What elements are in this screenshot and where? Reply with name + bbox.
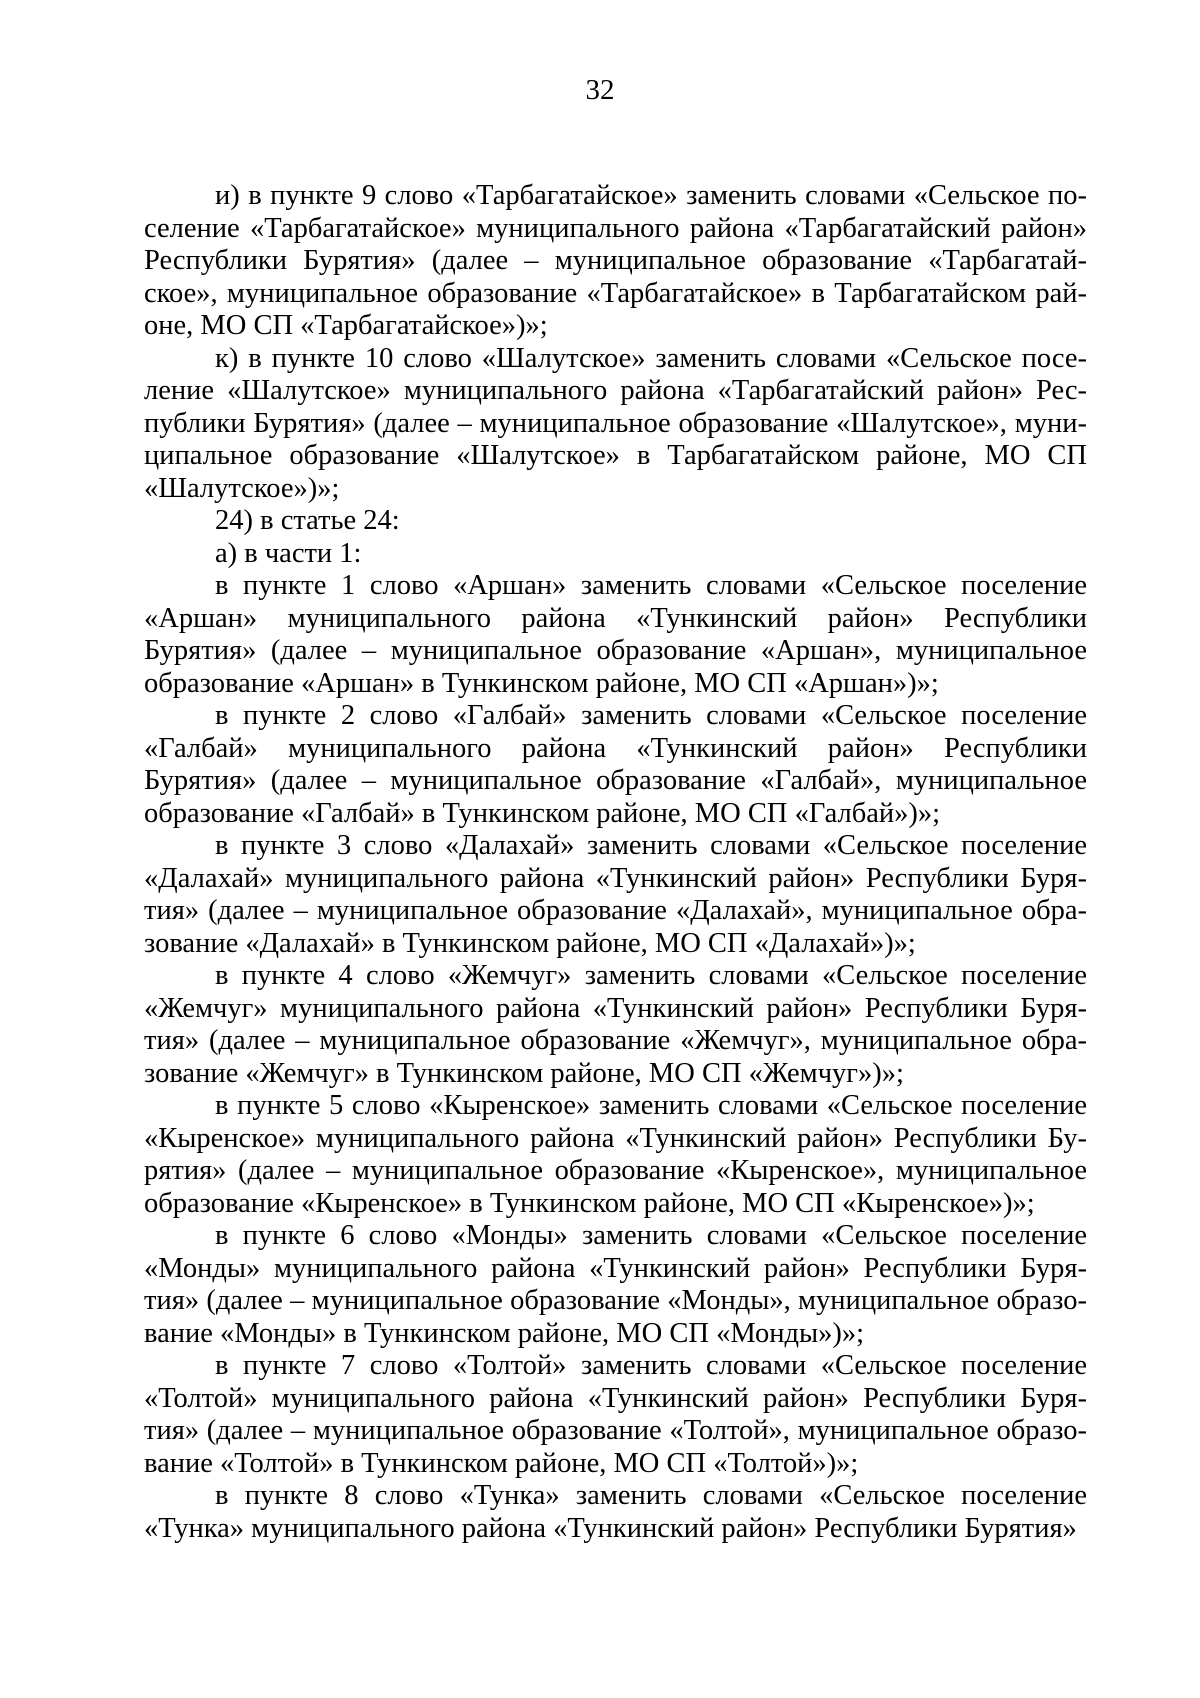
- paragraph-point-1: в пункте 1 слово «Аршан» заменить словами «Сельское поселение «Аршан» муниципального района «Тункинский район» Республики Бурятия» (далее – муниципальное образование «Аршан», муниципальное образование «Аршан» в Тункинском районе, МО СП «Аршан»)»;: [144, 570, 1087, 699]
- paragraph-point-2: в пункте 2 слово «Галбай» заменить словами «Сельское поселение «Галбай» муниципального района «Тункинский район» Республики Бурятия» (далее – муниципальное образование «Галбай», муниципальное образование «Галбай» в Тункинском районе, МО СП «Галбай»)»;: [144, 700, 1087, 829]
- paragraph-point-6: в пункте 6 слово «Монды» заменить словами «Сельское поселение «Монды» муниципального района «Тункинский район» Республики Бурятия» (далее – муниципальное образование «Монды», муниципальное образование «Монды» в Тункинском районе, МО СП «Монды»)»;: [144, 1220, 1087, 1349]
- paragraph-item-i: и) в пункте 9 слово «Тарбагатайское» заменить словами «Сельское поселение «Тарбагатайское» муниципального района «Тарбагатайский район» Республики Бурятия» (далее – муниципальное образование «Тарбагатайское», муниципальное образование «Тарбагатайское» в Тарбагатайском районе, МО СП «Тарбагатайское»)»;: [144, 180, 1087, 341]
- paragraph-point-7: в пункте 7 слово «Толтой» заменить словами «Сельское поселение «Толтой» муниципального района «Тункинский район» Республики Бурятия» (далее – муниципальное образование «Толтой», муниципальное образование «Толтой» в Тункинском районе, МО СП «Толтой»)»;: [144, 1350, 1087, 1479]
- paragraph-point-8: в пункте 8 слово «Тунка» заменить словами «Сельское поселение «Тунка» муниципального района «Тункинский район» Республики Бурятия»: [144, 1480, 1087, 1544]
- page-number: 32: [585, 74, 615, 106]
- paragraph-part-1: а) в части 1:: [215, 537, 362, 569]
- paragraph-item-k: к) в пункте 10 слово «Шалутское» заменить словами «Сельское поселение «Шалутское» муниципального района «Тарбагатайский район» Республики Бурятия» (далее – муниципальное образование «Шалутское», муниципальное образование «Шалутское» в Тарбагатайском районе, МО СП «Шалутское»)»;: [144, 342, 1087, 504]
- paragraph-point-3: в пункте 3 слово «Далахай» заменить словами «Сельское поселение «Далахай» муниципального района «Тункинский район» Республики Бурятия» (далее – муниципальное образование «Далахай», муниципальное образование «Далахай» в Тункинском районе, МО СП «Далахай»)»;: [144, 830, 1087, 959]
- paragraph-article-24: 24) в статье 24:: [215, 505, 400, 536]
- paragraph-point-4: в пункте 4 слово «Жемчуг» заменить словами «Сельское поселение «Жемчуг» муниципального района «Тункинский район» Республики Бурятия» (далее – муниципальное образование «Жемчуг», муниципальное образование «Жемчуг» в Тункинском районе, МО СП «Жемчуг»)»;: [144, 960, 1087, 1089]
- document-body: [144, 180, 1087, 1545]
- paragraph-point-5: в пункте 5 слово «Кыренское» заменить словами «Сельское поселение «Кыренское» муниципального района «Тункинский район» Республики Бурятия» (далее – муниципальное образование «Кыренское», муниципальное образование «Кыренское» в Тункинском районе, МО СП «Кыренское»)»;: [144, 1090, 1087, 1219]
